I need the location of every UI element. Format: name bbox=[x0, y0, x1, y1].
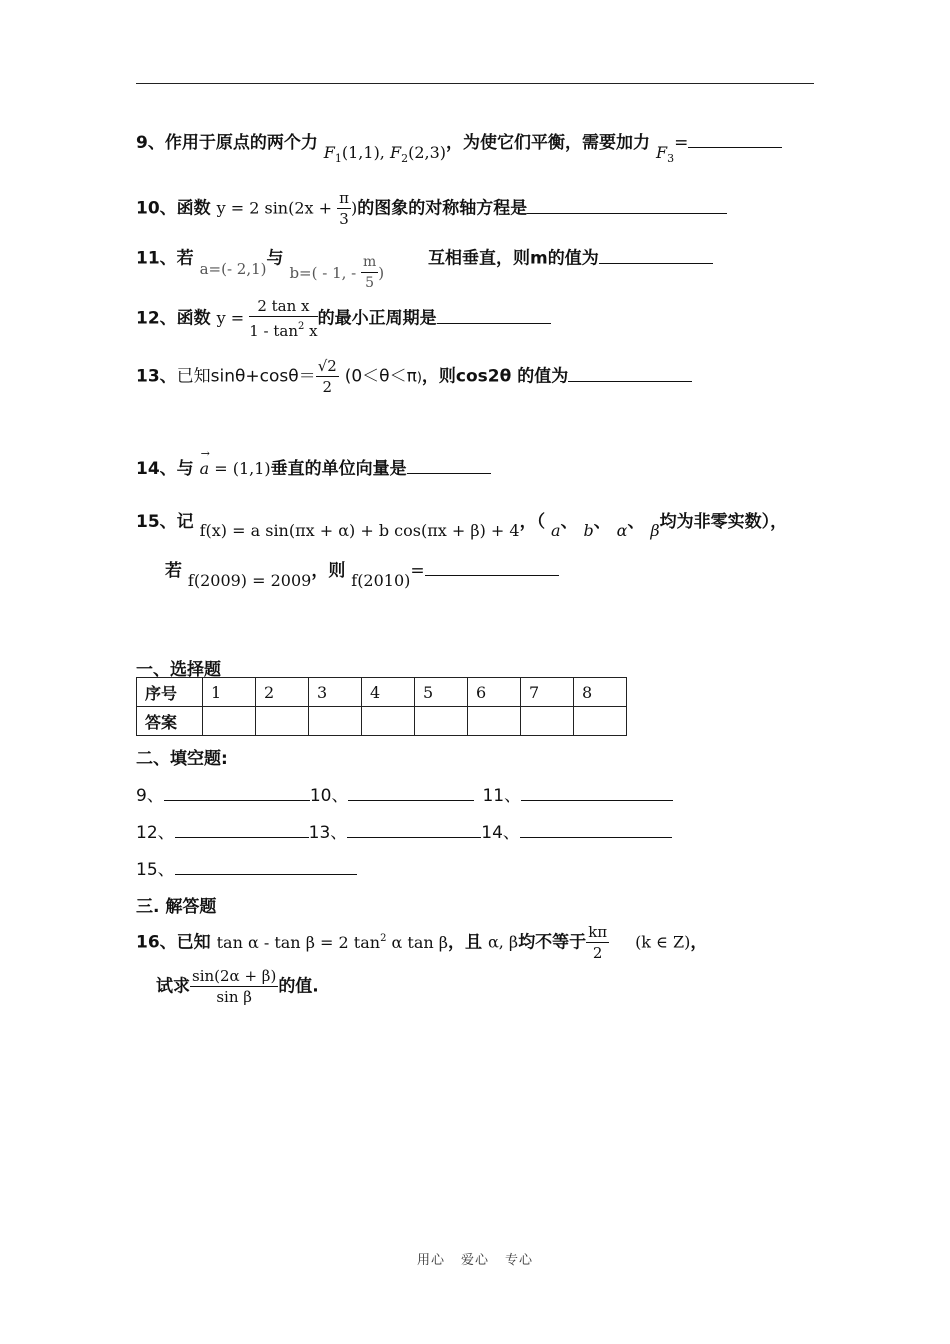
answer-blank-15[interactable] bbox=[425, 561, 559, 576]
q16-target-fraction: $\frac{\sin(2\alpha + \beta)}{\text{sin β}}$ bbox=[192, 967, 277, 1006]
question-11: 11、若 a=(- 2,1)与 b=( - 1, - $\frac{m}{5}$ ) 互相垂直，则m的值为 bbox=[136, 238, 713, 279]
answer-cell-8[interactable] bbox=[574, 707, 627, 736]
q11-fraction: $\frac{m}{5}$ bbox=[362, 254, 377, 291]
fill-blank-12[interactable] bbox=[175, 823, 309, 838]
q11-number: 11、 bbox=[136, 248, 177, 269]
answer-table bbox=[136, 677, 627, 736]
question-15-cont: 若 f(2009) = 2009，则 f(2010)= bbox=[165, 556, 559, 581]
q9-text-mid: ，为使它们平衡，需要加力 bbox=[446, 133, 651, 153]
q16-number: 16、 bbox=[136, 932, 177, 953]
q9-forces: $F_1(1,1)$, $F_2(2,3)$ bbox=[323, 143, 447, 165]
question-15: 15、记 f(x) = a sin(πx + α) + b cos(πx + β) + 4，（ a、 b、 α、 β均为非零实数）， bbox=[136, 512, 788, 540]
q14-vector: → a = (1,1) bbox=[199, 447, 271, 478]
q16-fraction: $\frac{k\pi}{2}$ bbox=[588, 923, 608, 962]
answer-blank-12[interactable] bbox=[437, 309, 551, 324]
answer-cell-3[interactable] bbox=[309, 707, 362, 736]
table-col-5: 5 bbox=[415, 678, 468, 707]
answer-blank-10[interactable] bbox=[527, 199, 727, 214]
q12-number: 12、 bbox=[136, 308, 177, 329]
question-13: 13、已知sinθ+cosθ＝ $\frac{√2}{2}$ (0＜θ＜π)，则cos2θ 的值为 bbox=[136, 356, 692, 397]
q15-number: 15、 bbox=[136, 512, 177, 532]
page-footer: 用心 爱心 专心 bbox=[416, 1253, 534, 1268]
fill-row-1: 9、 10、 11、 bbox=[136, 781, 673, 806]
answer-cell-7[interactable] bbox=[521, 707, 574, 736]
q13-number: 13、 bbox=[136, 366, 177, 387]
table-col-7: 7 bbox=[521, 678, 574, 707]
fill-blank-15[interactable] bbox=[175, 860, 357, 875]
table-header-label: 序号 bbox=[137, 678, 203, 707]
table-answer-label: 答案 bbox=[137, 707, 203, 736]
fill-blank-10[interactable] bbox=[348, 786, 474, 801]
q13-fraction: $\frac{√2}{2}$ bbox=[317, 357, 337, 396]
q11-vector-a: a=(- 2,1) bbox=[199, 259, 267, 278]
fill-row-2: 12、 13、 14、 bbox=[136, 818, 672, 843]
q10-number: 10、 bbox=[136, 198, 177, 219]
question-12: 12、函数 y = $\frac{\text{2 tan x}}{1 - \tan^2 x}$ 的最小正周期是 bbox=[136, 296, 551, 341]
table-col-4: 4 bbox=[362, 678, 415, 707]
fill-blank-11[interactable] bbox=[521, 786, 673, 801]
q12-fraction: $\frac{\text{2 tan x}}{1 - \tan^2 x}$ bbox=[249, 297, 318, 340]
section-solve-title: 三. 解答题 bbox=[136, 897, 217, 917]
question-16-cont: 试求 $\frac{\sin(2\alpha + \beta)}{\text{sin β}}$ 的值. bbox=[156, 967, 319, 1006]
section-fill-title: 二、填空题: bbox=[136, 749, 228, 769]
q11-vector-b: b=( - 1, - bbox=[289, 263, 361, 282]
q15-function: f(x) = a sin(πx + α) + b cos(πx + β) + 4 bbox=[199, 521, 520, 540]
table-col-3: 3 bbox=[309, 678, 362, 707]
table-col-2: 2 bbox=[256, 678, 309, 707]
table-col-8: 8 bbox=[574, 678, 627, 707]
answer-cell-4[interactable] bbox=[362, 707, 415, 736]
q9-number: 9、 bbox=[136, 133, 165, 153]
fill-blank-13[interactable] bbox=[347, 823, 481, 838]
section-choice-title: 一、选择题 bbox=[136, 660, 221, 680]
answer-cell-2[interactable] bbox=[256, 707, 309, 736]
q9-f3: $F_3$ bbox=[655, 143, 675, 165]
question-16: 16、已知 tan α - tan β = 2 $\tan^2 \alpha$ tan β，且 α, β均不等于 $\frac{k\pi}{2}$ (k ∈ Z)， bbox=[136, 923, 708, 962]
fill-blank-9[interactable] bbox=[164, 786, 310, 801]
q10-fraction: $\frac{\pi}{3}$ bbox=[339, 189, 349, 228]
table-row-answers bbox=[137, 707, 627, 736]
q9-text: 作用于原点的两个力 bbox=[164, 133, 318, 153]
answer-blank-11[interactable] bbox=[599, 249, 713, 264]
fill-blank-14[interactable] bbox=[520, 823, 672, 838]
table-col-6: 6 bbox=[468, 678, 521, 707]
q16-expr: tan α - tan β = 2 $\tan^2 \alpha$ tan β bbox=[216, 932, 449, 952]
question-9: 9、作用于原点的两个力 $F_1(1,1)$, $F_2(2,3)$，为使它们平衡，需要加力 $F_3=$ bbox=[136, 128, 782, 155]
q10-expr: y = 2 sin(2x + bbox=[216, 198, 338, 218]
answer-blank-9[interactable] bbox=[688, 133, 782, 148]
q14-number: 14、 bbox=[136, 459, 177, 479]
question-14: 14、与 → a = (1,1)垂直的单位向量是 bbox=[136, 454, 491, 479]
answer-blank-14[interactable] bbox=[407, 459, 491, 474]
table-col-1: 1 bbox=[203, 678, 256, 707]
header-rule bbox=[136, 83, 814, 84]
answer-cell-1[interactable] bbox=[203, 707, 256, 736]
question-10: 10、函数 y = 2 sin(2x + $\frac{\pi}{3}$ )的图象的对称轴方程是 bbox=[136, 188, 727, 229]
answer-cell-6[interactable] bbox=[468, 707, 521, 736]
answer-blank-13[interactable] bbox=[568, 367, 692, 382]
answer-cell-5[interactable] bbox=[415, 707, 468, 736]
fill-row-3: 15、 bbox=[136, 855, 357, 880]
table-row-numbers bbox=[137, 678, 627, 707]
